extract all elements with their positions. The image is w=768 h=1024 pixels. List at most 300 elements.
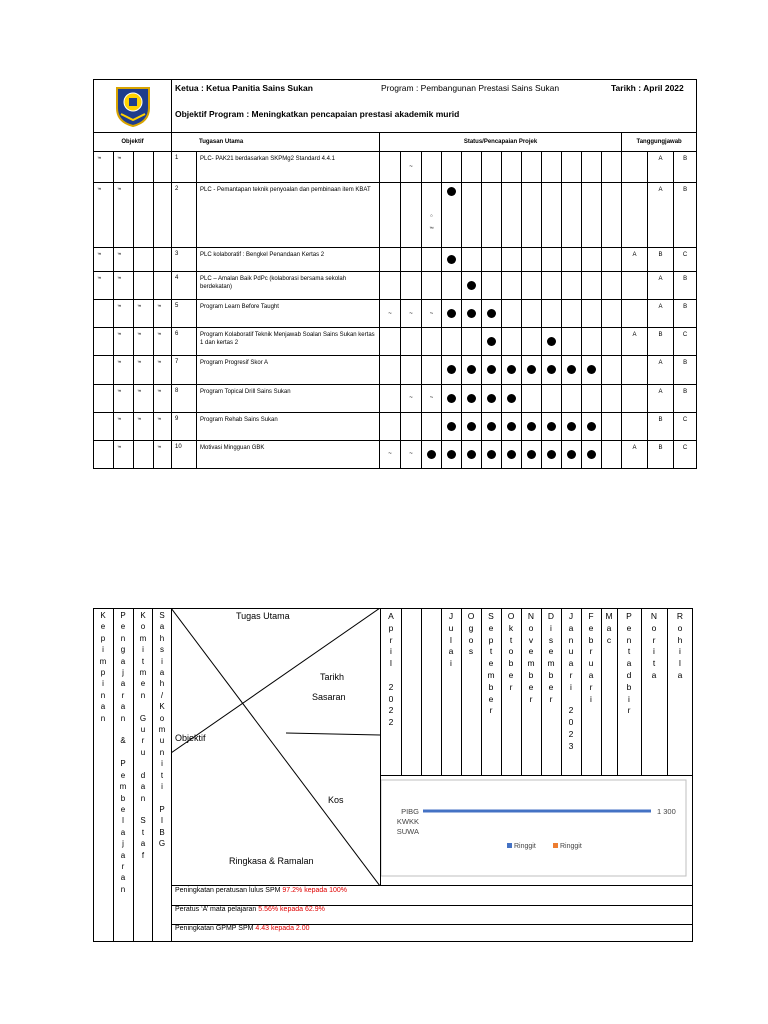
task-cell: Program Progresif Skor A [197, 356, 380, 384]
cost-bar-chart [381, 776, 693, 885]
status-cell [522, 271, 542, 299]
objektif-cell: ™ [134, 412, 154, 440]
status-cell [442, 247, 462, 271]
status-cell [462, 328, 482, 356]
role-header: N o r i t a [650, 611, 658, 680]
month-header: F e b r u a r i [588, 611, 594, 704]
objektif-cell: ™ [134, 300, 154, 328]
objektif-cell [134, 152, 154, 182]
status-cell [542, 152, 562, 182]
category-label: KWKK [396, 817, 419, 826]
status-cell [602, 412, 622, 440]
responsibility-cell: B [674, 152, 697, 182]
progress-dot [587, 365, 596, 374]
table-row [94, 300, 697, 328]
status-cell [542, 356, 562, 384]
status-cell [422, 412, 442, 440]
status-cell [582, 440, 602, 468]
cost-chart [381, 776, 693, 885]
objektif-cell: ™ [114, 247, 134, 271]
objektif-cell [134, 271, 154, 299]
tugas-utama-label: Tugas Utama [236, 611, 290, 621]
data-label: 1 300 [657, 807, 676, 816]
responsibility-cell: A [622, 440, 648, 468]
table-row [94, 152, 697, 182]
responsibility-cell: A [648, 182, 674, 247]
status-cell [562, 384, 582, 412]
objektif-cell: ™ [114, 412, 134, 440]
objektif-cell [154, 182, 172, 247]
status-cell [582, 271, 602, 299]
progress-dot [467, 450, 476, 459]
status-cell [482, 271, 502, 299]
status-cell [401, 271, 422, 299]
responsibility-cell: C [674, 247, 697, 271]
status-cell [562, 152, 582, 182]
progress-dot [467, 281, 476, 290]
col-status: Status/Pencapaian Projek [380, 133, 622, 152]
row-number: 5 [172, 300, 197, 328]
status-cell [482, 152, 502, 182]
task-cell: Motivasi Mingguan GBK [197, 440, 380, 468]
category-label: PIBG [401, 807, 419, 816]
status-cell [522, 247, 542, 271]
table-row [94, 412, 697, 440]
row-number: 3 [172, 247, 197, 271]
status-cell [602, 356, 622, 384]
objektif-cell: ™ [114, 384, 134, 412]
objektif-cell: ™ [94, 182, 114, 247]
objektif-cell: ™ [154, 356, 172, 384]
status-cell [422, 356, 442, 384]
status-cell [462, 271, 482, 299]
responsibility-cell: A [648, 300, 674, 328]
status-cell [582, 247, 602, 271]
objektif-cell: ™ [154, 300, 172, 328]
objektif-cell [94, 384, 114, 412]
status-cell [522, 328, 542, 356]
progress-dot [447, 255, 456, 264]
objektif-cell: ™ [94, 271, 114, 299]
status-cell [542, 182, 562, 247]
kos-label: Kos [328, 795, 344, 805]
status-cell [380, 182, 401, 247]
objektif-cell: ™ [114, 182, 134, 247]
col-tanggungjawab: Tanggungjawab [622, 133, 697, 152]
responsibility-cell: B [648, 440, 674, 468]
status-cell [482, 384, 502, 412]
legend-label: Ringgit [514, 843, 536, 850]
objektif-cell: ™ [114, 152, 134, 182]
status-cell [542, 440, 562, 468]
responsibility-cell: A [622, 328, 648, 356]
progress-dot [487, 365, 496, 374]
progress-dot [487, 394, 496, 403]
responsibility-cell [622, 412, 648, 440]
status-cell [562, 300, 582, 328]
responsibility-cell [622, 271, 648, 299]
objektif-cell: ™ [154, 440, 172, 468]
status-cell [602, 152, 622, 182]
progress-dot [567, 450, 576, 459]
status-cell [522, 356, 542, 384]
status-cell [380, 412, 401, 440]
status-cell [542, 300, 562, 328]
month-header: J a n u a r i 2 0 2 3 [568, 611, 574, 751]
status-cell [542, 328, 562, 356]
status-cell [442, 328, 462, 356]
status-cell [442, 300, 462, 328]
objektif-cell: ™ [134, 328, 154, 356]
category-label: SUWA [396, 827, 419, 836]
task-cell: PLC – Amalan Baik PdPc (kolaborasi bersama sekolah berdekatan) [197, 271, 380, 299]
objektif-cell: ™ [114, 440, 134, 468]
objektif-cell [154, 271, 172, 299]
chart-frame [381, 780, 686, 876]
month-header: N o v e m b e r [527, 611, 535, 704]
objektif-cell: ™ [154, 384, 172, 412]
vert-komitmen: K o m i t m e n G u r u d a n S t a f [139, 611, 147, 860]
status-cell [562, 356, 582, 384]
progress-dot [587, 422, 596, 431]
status-cell [422, 247, 442, 271]
objektif-cell: ™ [114, 356, 134, 384]
status-cell [502, 384, 522, 412]
progress-dot [587, 450, 596, 459]
status-cell: ~ [401, 440, 422, 468]
status-cell [602, 440, 622, 468]
responsibility-cell: B [648, 247, 674, 271]
responsibility-cell: B [648, 328, 674, 356]
status-cell [582, 412, 602, 440]
task-cell: PLC - Pemantapan teknik penyoalan dan pembinaan item KBAT [197, 182, 380, 247]
row-number: 10 [172, 440, 197, 468]
month-header: J u l a i [448, 611, 454, 669]
status-cell [522, 384, 542, 412]
row-number: 2 [172, 182, 197, 247]
status-cell [401, 247, 422, 271]
table-row [94, 328, 697, 356]
status-cell [442, 182, 462, 247]
responsibility-cell: C [674, 412, 697, 440]
status-cell [380, 247, 401, 271]
task-cell: PLC kolaboratif : Bengkel Penandaan Kertas 2 [197, 247, 380, 271]
status-cell [380, 328, 401, 356]
status-cell [401, 182, 422, 247]
legend-label: Ringgit [560, 843, 582, 850]
header-cell [172, 80, 697, 133]
progress-dot [527, 365, 536, 374]
responsibility-cell: A [648, 152, 674, 182]
status-cell [582, 328, 602, 356]
objektif-label-matrix: Objektif [175, 733, 206, 743]
objektif-cell: ™ [94, 247, 114, 271]
status-cell [542, 412, 562, 440]
table-row [94, 384, 697, 412]
status-cell: ~ [380, 440, 401, 468]
responsibility-cell: C [674, 328, 697, 356]
progress-dot [447, 450, 456, 459]
objektif-cell [94, 412, 114, 440]
status-cell [562, 440, 582, 468]
status-cell [462, 384, 482, 412]
status-cell [462, 412, 482, 440]
row-number: 9 [172, 412, 197, 440]
responsibility-cell: B [674, 356, 697, 384]
responsibility-cell: A [648, 271, 674, 299]
status-cell [502, 412, 522, 440]
status-cell [562, 247, 582, 271]
progress-dot [467, 394, 476, 403]
status-cell [401, 328, 422, 356]
status-cell [462, 182, 482, 247]
status-cell [542, 271, 562, 299]
progress-dot [507, 394, 516, 403]
responsibility-cell [622, 384, 648, 412]
status-cell [582, 384, 602, 412]
objektif-cell [94, 440, 114, 468]
legend-swatch [553, 843, 558, 848]
progress-dot [487, 422, 496, 431]
task-cell: Program Topical Drill Sains Sukan [197, 384, 380, 412]
progress-dot [467, 365, 476, 374]
status-cell [562, 182, 582, 247]
status-cell [602, 328, 622, 356]
status-cell [422, 271, 442, 299]
status-cell [442, 440, 462, 468]
objektif-cell [134, 182, 154, 247]
status-cell [380, 356, 401, 384]
objektif-cell [154, 152, 172, 182]
progress-dot [507, 450, 516, 459]
month-header: S e p t e m b e r [487, 611, 495, 716]
task-cell: Program Kolaboratif Teknik Menjawab Soalan Sains Sukan kertas 1 dan kertas 2 [197, 328, 380, 356]
table-row [94, 356, 697, 384]
responsibility-cell: C [674, 440, 697, 468]
objektif-cell: ™ [114, 300, 134, 328]
month-header: O g o s [467, 611, 475, 657]
responsibility-cell: B [674, 182, 697, 247]
objektif-cell [94, 328, 114, 356]
objektif-cell: ™ [154, 412, 172, 440]
responsibility-cell: B [674, 384, 697, 412]
progress-dot [567, 422, 576, 431]
responsibility-cell [622, 182, 648, 247]
table-row [94, 440, 697, 468]
status-cell [482, 328, 502, 356]
tarikh-label: Tarikh : April 2022 [611, 83, 684, 93]
responsibility-cell [622, 356, 648, 384]
school-logo-icon [111, 84, 155, 128]
progress-dot [467, 309, 476, 318]
responsibility-cell: B [674, 271, 697, 299]
status-cell [522, 300, 542, 328]
status-cell [602, 182, 622, 247]
progress-dot [547, 365, 556, 374]
status-cell [380, 384, 401, 412]
role-header: R o h i l a [676, 611, 684, 680]
vert-sahsiah: S a h s i a h / K o m u n i t i P I B G [158, 611, 166, 849]
responsibility-cell [622, 300, 648, 328]
month-header: O k t o b e r [507, 611, 515, 692]
objektif-cell: ™ [94, 152, 114, 182]
role-header: P e n t a d b i r [626, 611, 632, 716]
status-cell: ~ [401, 384, 422, 412]
status-cell [442, 412, 462, 440]
progress-dot [527, 450, 536, 459]
progress-dot [467, 422, 476, 431]
status-cell [502, 152, 522, 182]
legend-swatch [507, 843, 512, 848]
status-cell [602, 300, 622, 328]
status-cell [582, 356, 602, 384]
status-cell [401, 412, 422, 440]
progress-dot [547, 450, 556, 459]
status-cell [502, 328, 522, 356]
status-cell [542, 247, 562, 271]
status-cell [582, 152, 602, 182]
status-cell [482, 300, 502, 328]
status-cell [602, 271, 622, 299]
status-cell [482, 440, 502, 468]
objektif-cell [154, 247, 172, 271]
logo-cell [94, 80, 172, 133]
status-cell [442, 356, 462, 384]
status-cell [542, 384, 562, 412]
responsibility-cell: B [674, 300, 697, 328]
month-header: A p r i l 2 0 2 2 [388, 611, 394, 728]
status-cell [502, 356, 522, 384]
summary-line-1: Peningkatan peratusan lulus SPM 97.2% kepada 100% [175, 887, 348, 894]
objektif-cell: ™ [154, 328, 172, 356]
bar-ringgit [423, 810, 651, 813]
status-cell [502, 182, 522, 247]
progress-dot [547, 422, 556, 431]
progress-dot [427, 450, 436, 459]
status-cell [462, 247, 482, 271]
status-cell [562, 412, 582, 440]
objektif-cell [94, 300, 114, 328]
row-number: 4 [172, 271, 197, 299]
status-cell [462, 152, 482, 182]
status-cell [462, 440, 482, 468]
objektif-cell: ™ [134, 356, 154, 384]
status-cell [522, 412, 542, 440]
objektif-cell [94, 356, 114, 384]
col-objektif: Objektif [94, 133, 172, 152]
progress-dot [527, 422, 536, 431]
status-cell: ~ [422, 384, 442, 412]
status-cell [422, 440, 442, 468]
progress-dot [487, 309, 496, 318]
status-cell [482, 247, 502, 271]
status-cell [502, 300, 522, 328]
task-cell: Program Rehab Sains Sukan [197, 412, 380, 440]
progress-dot [447, 394, 456, 403]
status-cell: ~ [401, 152, 422, 182]
status-cell [582, 182, 602, 247]
status-cell: ~ [422, 300, 442, 328]
objektif-cell [134, 440, 154, 468]
progress-dot [547, 337, 556, 346]
col-tugasan: Tugasan Utama [172, 133, 380, 152]
status-cell [502, 247, 522, 271]
progress-dot [447, 422, 456, 431]
status-cell [380, 271, 401, 299]
row-number: 1 [172, 152, 197, 182]
status-cell [422, 152, 442, 182]
task-cell: PLC- PAK21 berdasarkan SKPMg2 Standard 4.4.1 [197, 152, 380, 182]
program-label: Program : Pembangunan Prestasi Sains Sukan [381, 83, 560, 93]
status-cell [522, 152, 542, 182]
vert-pengajaran: P e n g a j a r a n & P e m b e l a j a r a n [119, 611, 127, 894]
progress-dot [447, 187, 456, 196]
objektif-cell: ™ [114, 271, 134, 299]
responsibility-cell: A [648, 356, 674, 384]
status-cell [562, 271, 582, 299]
vert-kepimpinan: K e p i m p i n a n [99, 611, 107, 723]
status-cell [522, 440, 542, 468]
month-header: M a c [605, 611, 613, 645]
responsibility-cell: A [622, 247, 648, 271]
status-cell [602, 247, 622, 271]
table-row [94, 182, 697, 247]
row-number: 7 [172, 356, 197, 384]
sasaran-label: Sasaran [312, 692, 346, 702]
status-cell [462, 300, 482, 328]
status-cell: ~ [401, 300, 422, 328]
objektif-cell: ™ [114, 328, 134, 356]
summary-line-2: Peratus ‘A’ mata pelajaran 5.56% kepada 62.9% [175, 906, 325, 913]
status-cell: ~ [380, 300, 401, 328]
status-cell [442, 384, 462, 412]
responsibility-cell: B [648, 412, 674, 440]
progress-dot [507, 365, 516, 374]
status-cell: ○ ™ [422, 182, 442, 247]
task-cell: Program Learn Before Taught [197, 300, 380, 328]
ketua-label: Ketua : Ketua Panitia Sains Sukan [175, 83, 313, 93]
objektif-cell [134, 247, 154, 271]
progress-dot [447, 309, 456, 318]
status-cell [482, 356, 502, 384]
table-row [94, 247, 697, 271]
tarikh-label-matrix: Tarikh [320, 672, 345, 682]
objektif-cell: ™ [134, 384, 154, 412]
progress-dot [567, 365, 576, 374]
row-number: 8 [172, 384, 197, 412]
objektif-program-label: Objektif Program : Meningkatkan pencapaian prestasi akademik murid [175, 109, 460, 119]
status-cell [502, 271, 522, 299]
status-cell [502, 440, 522, 468]
summary-line-3: Peningkatan GPMP SPM 4.43 kepada 2.00 [175, 925, 310, 932]
status-cell [602, 384, 622, 412]
status-cell [522, 182, 542, 247]
month-header: D i s e m b e r [547, 611, 555, 704]
status-cell [562, 328, 582, 356]
x-diagram [171, 608, 380, 886]
status-cell [442, 271, 462, 299]
table-row [94, 271, 697, 299]
status-cell [482, 412, 502, 440]
status-cell [422, 328, 442, 356]
ringkasa-label: Ringkasa & Ramalan [229, 856, 314, 866]
status-cell [462, 356, 482, 384]
progress-dot [487, 337, 496, 346]
status-cell [482, 182, 502, 247]
progress-dot [447, 365, 456, 374]
program-table [93, 79, 697, 469]
status-cell [582, 300, 602, 328]
